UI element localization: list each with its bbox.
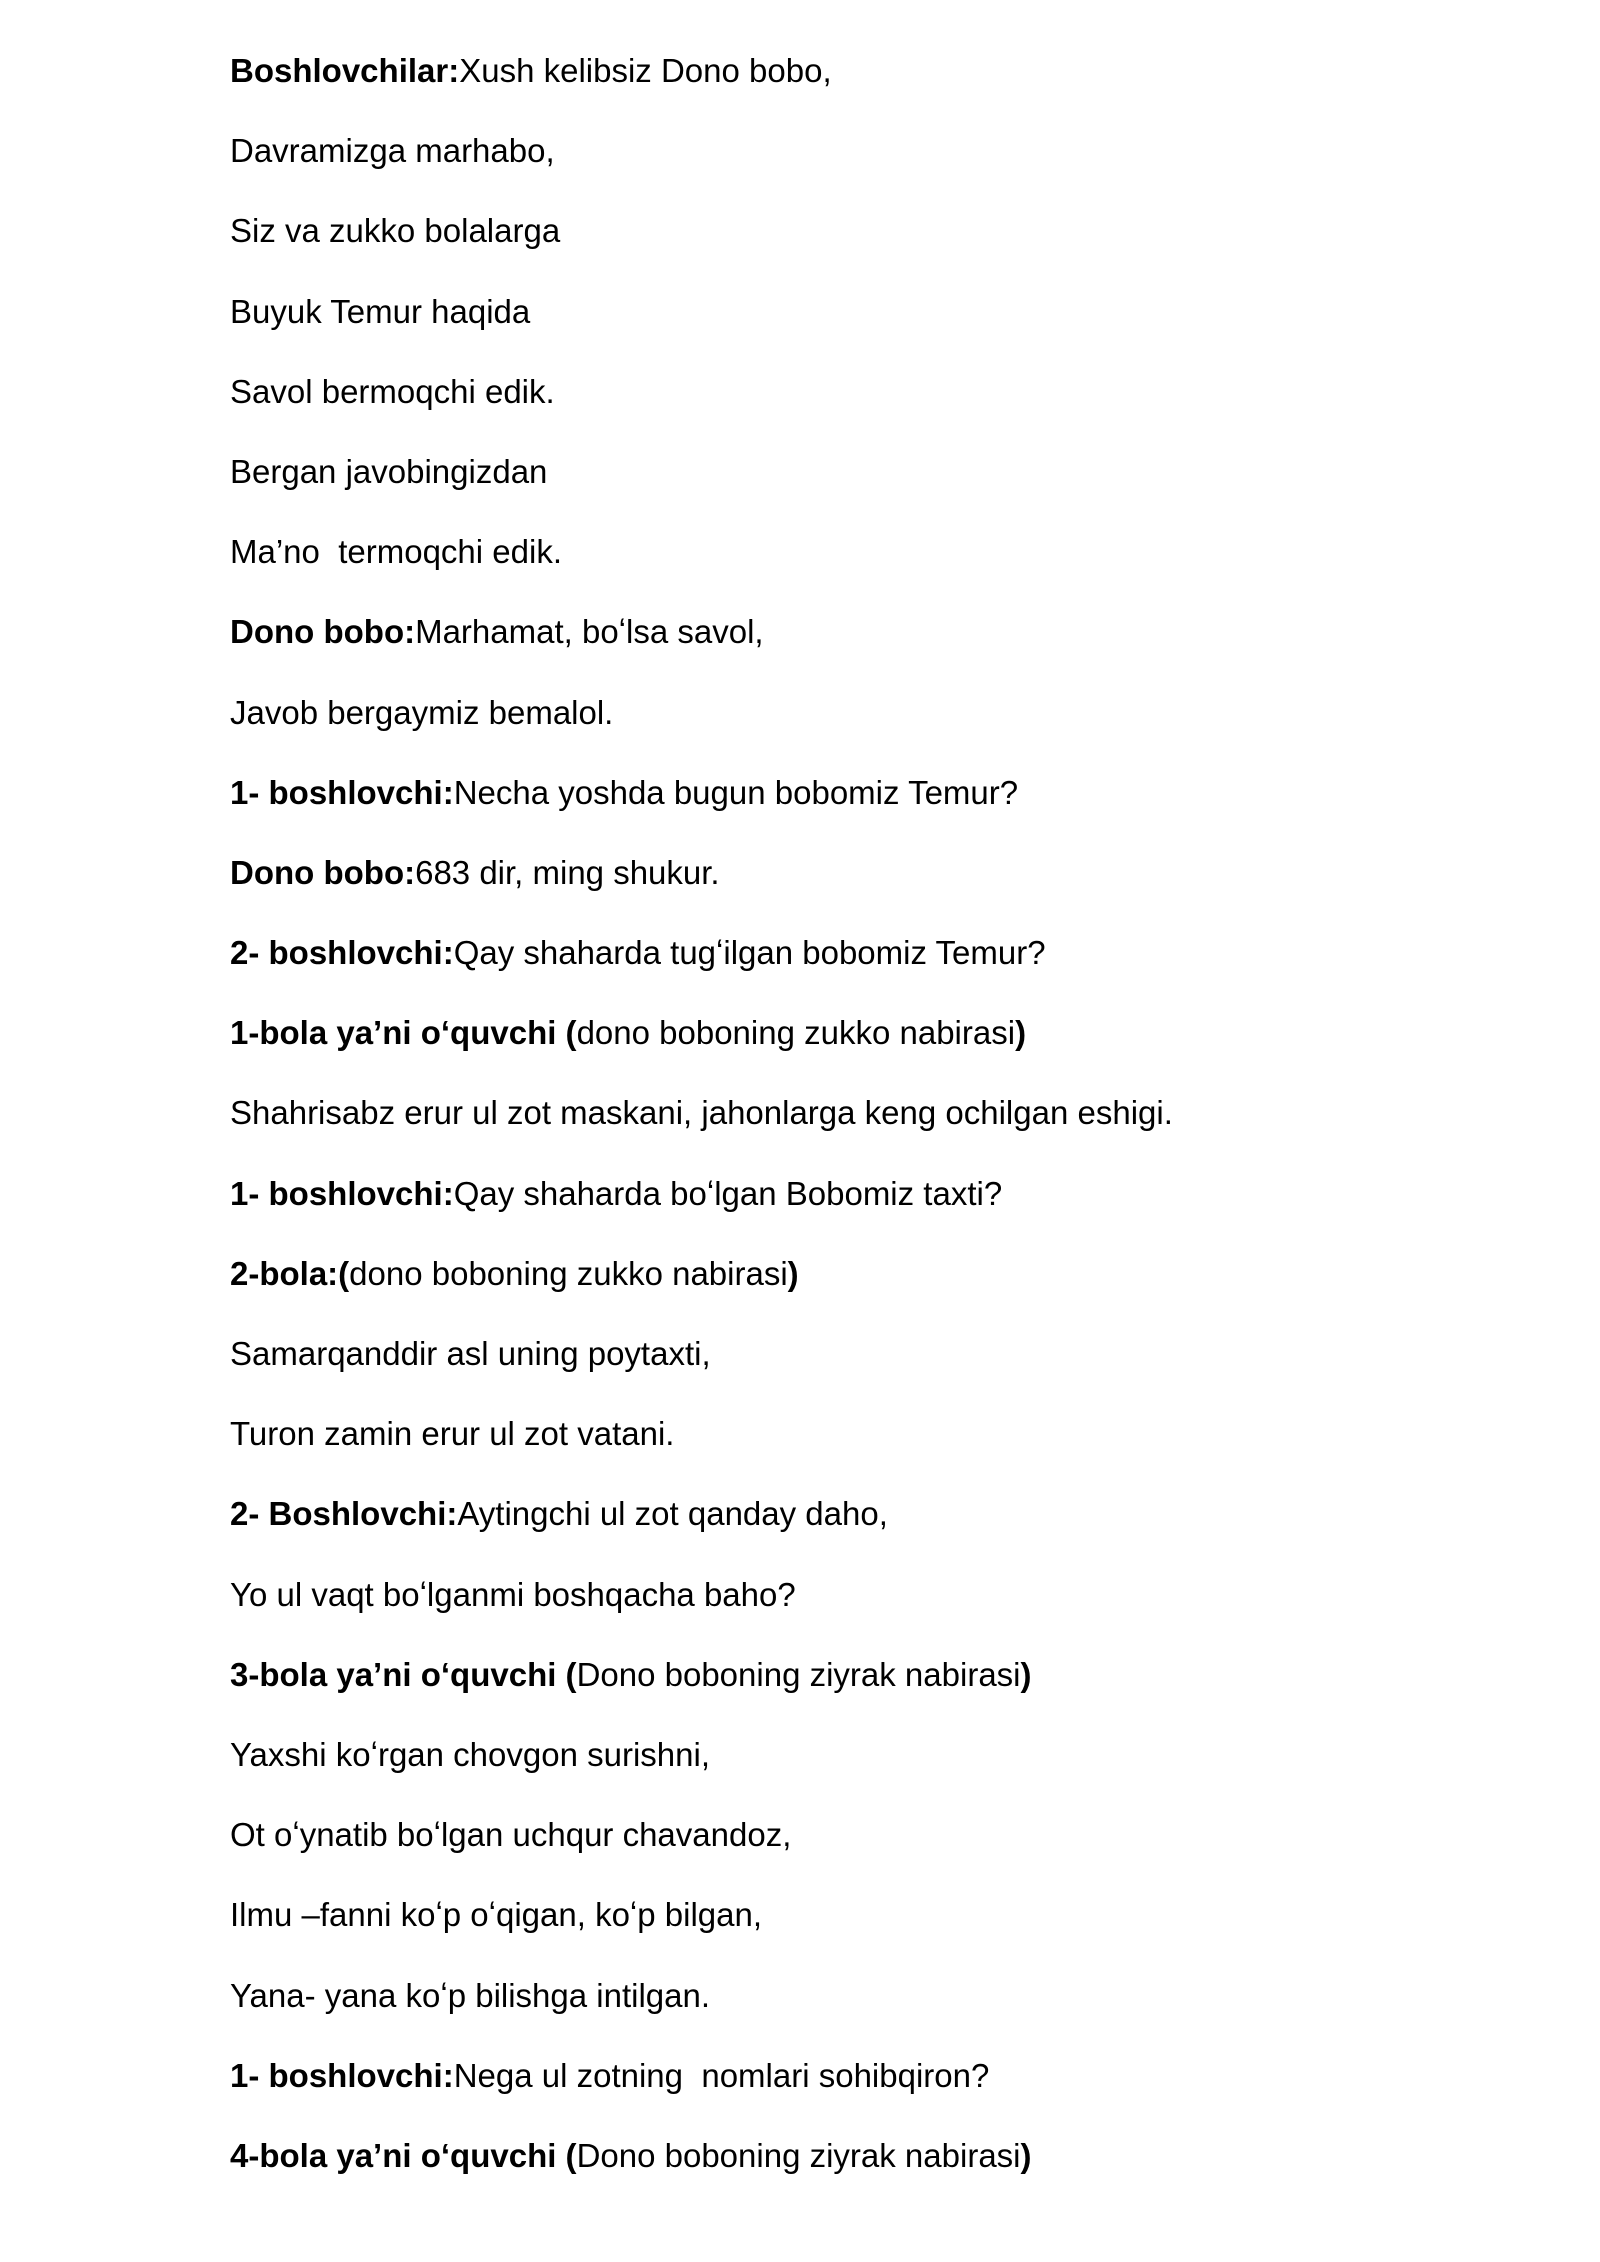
speaker-label: ) (1020, 1655, 1032, 1693)
line-text: Yo ul vaqt boʻlganmi boshqacha baho? (230, 1575, 796, 1613)
text-line (230, 688, 1530, 768)
text-line (230, 1249, 1530, 1329)
speaker-label: 1-bola ya’ni oʻquvchi ( (230, 1014, 577, 1052)
speaker-label: 2- boshlovchi: (230, 934, 454, 972)
line-text: Nega ul zotning nomlari sohibqiron? (453, 2056, 990, 2094)
line-text: Necha yoshda bugun bobomiz Temur? (453, 773, 1019, 811)
line-text: Savol bermoqchi edik. (230, 372, 555, 410)
speaker-label: 4-bola ya’ni oʻquvchi ( (230, 2136, 577, 2174)
text-line (230, 1810, 1530, 1890)
text-line (230, 1329, 1530, 1409)
text-line (230, 2051, 1530, 2131)
speaker-label: ) (787, 1254, 799, 1292)
text-line (230, 46, 1530, 126)
line-text: Yana- yana koʻp bilishga intilgan. (230, 1976, 711, 2014)
text-line (230, 1890, 1530, 1970)
speaker-label: Dono bobo: (230, 853, 416, 891)
text-line (230, 768, 1530, 848)
text-line (230, 1489, 1530, 1569)
line-text: Aytingchi ul zot qanday daho, (457, 1495, 888, 1533)
speaker-label: 2- Boshlovchi: (230, 1495, 458, 1533)
text-line (230, 928, 1530, 1008)
line-text: dono boboning zukko nabirasi (349, 1254, 788, 1292)
line-text: Ilmu –fanni koʻp oʻqigan, koʻp bilgan, (230, 1896, 763, 1934)
speaker-label: ) (1020, 2136, 1032, 2174)
speaker-label: Boshlovchilar: (230, 52, 460, 89)
text-line (230, 848, 1530, 928)
text-line (230, 527, 1530, 607)
speaker-label: 1- boshlovchi: (230, 2056, 454, 2094)
text-line (230, 607, 1530, 687)
line-text: Ot oʻynatib boʻlgan uchqur chavandoz, (230, 1816, 792, 1854)
speaker-label: 3-bola ya’ni oʻquvchi ( (230, 1655, 577, 1693)
text-line (230, 1088, 1530, 1168)
text-line (230, 1570, 1530, 1650)
text-line (230, 367, 1530, 447)
line-text: Marhamat, boʻlsa savol, (415, 613, 764, 651)
text-line (230, 1008, 1530, 1088)
line-text: Dono boboning ziyrak nabirasi (576, 2136, 1021, 2174)
text-line (230, 287, 1530, 367)
line-text: Davramizga marhabo, (230, 132, 555, 170)
line-text: Siz va zukko bolalarga (230, 212, 561, 250)
line-text: Bergan javobingizdan (230, 452, 548, 490)
line-text: Qay shaharda tugʻilgan bobomiz Temur? (453, 934, 1046, 972)
text-line (230, 1650, 1530, 1730)
line-text: Buyuk Temur haqida (230, 292, 531, 330)
speaker-label: ) (1015, 1014, 1027, 1052)
text-line (230, 1409, 1530, 1489)
speaker-label: Dono bobo: (230, 613, 416, 651)
speaker-label: 1- boshlovchi: (230, 1174, 454, 1212)
text-line (230, 126, 1530, 206)
speaker-label: 2-bola:( (230, 1254, 350, 1292)
document-page (230, 46, 1530, 2211)
line-text: Ma’no termoqchi edik. (230, 533, 562, 571)
text-line (230, 1730, 1530, 1810)
line-text: Yaxshi koʻrgan chovgon surishni, (230, 1735, 710, 1773)
line-text: Turon zamin erur ul zot vatani. (230, 1415, 675, 1453)
line-text: Dono boboning ziyrak nabirasi (576, 1655, 1021, 1693)
text-line (230, 206, 1530, 286)
line-text: Xush kelibsiz Dono bobo, (459, 52, 832, 89)
line-text: Qay shaharda boʻlgan Bobomiz taxti? (453, 1174, 1003, 1212)
text-line (230, 1169, 1530, 1249)
text-line (230, 2131, 1530, 2211)
text-line (230, 447, 1530, 527)
line-text: Javob bergaymiz bemalol. (230, 693, 614, 731)
speaker-label: 1- boshlovchi: (230, 773, 454, 811)
text-line (230, 1971, 1530, 2051)
line-text: Samarqanddir asl uning poytaxti, (230, 1335, 711, 1372)
line-text: dono boboning zukko nabirasi (576, 1014, 1016, 1052)
line-text: 683 dir, ming shukur. (415, 853, 720, 891)
line-text: Shahrisabz erur ul zot maskani, jahonlarga keng ochilgan eshigi. (230, 1094, 1173, 1132)
